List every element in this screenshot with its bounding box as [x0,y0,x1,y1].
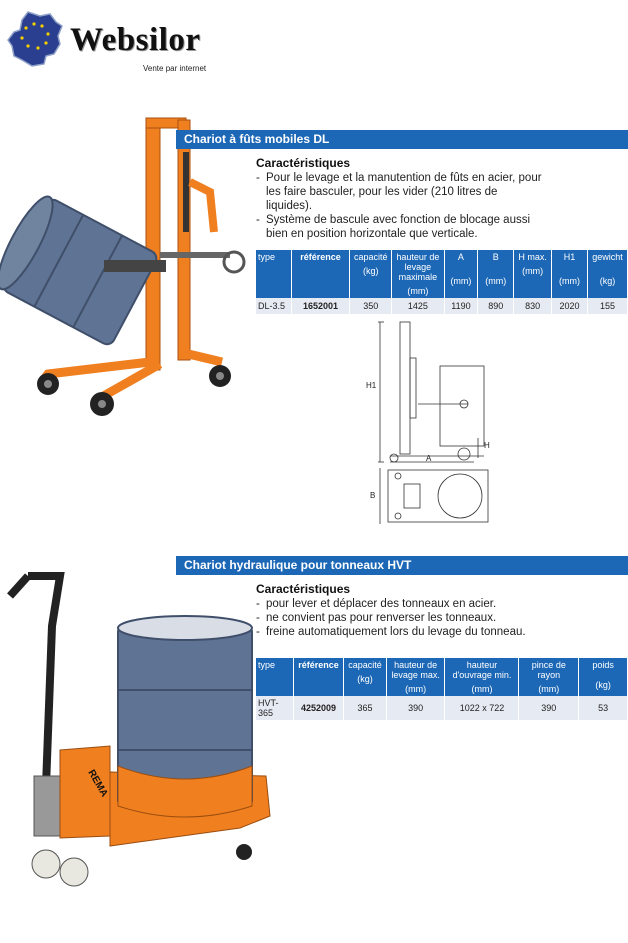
section-title: Chariot hydraulique pour tonneaux HVT [176,556,628,575]
section-title: Chariot à fûts mobiles DL [176,130,628,149]
col-header: référence [293,658,343,696]
col-header: type [256,250,291,298]
table-cell: 4252009 [293,696,343,720]
label-b: B [370,491,376,500]
label-h: H [484,441,490,450]
col-header: A (mm) [444,250,478,298]
features-list [256,597,556,639]
col-header: H1 (mm) [552,250,588,298]
brand-label: REMA [85,768,110,800]
col-header: capacité (kg) [350,250,392,298]
list-item: - Pour le levage et la manutention de fûts en acier, pour les faire basculer, pour les vider (210 litres de liquides). [256,171,546,213]
list-item: - ne convient pas pour renverser les tonneaux. [256,611,556,625]
spec-table [256,250,628,314]
col-header: hauteur d'ouvrage min. (mm) [445,658,519,696]
label-h1: H1 [366,381,377,390]
table-row [256,696,628,720]
list-item: - freine automatiquement lors du levage du tonneau. [256,625,556,639]
table-cell: 390 [519,696,579,720]
table-cell: 1425 [392,298,444,314]
col-header: gewicht (kg) [587,250,627,298]
table-cell: 365 [344,696,387,720]
table-cell: 1652001 [291,298,349,314]
col-header: hauteur de levage max. (mm) [386,658,445,696]
table-row [256,298,628,314]
logo-tagline: Vente par internet [143,64,207,73]
col-header: poids (kg) [579,658,628,696]
table-header-row [256,658,628,696]
logo[interactable] [6,10,216,73]
table-cell: 350 [350,298,392,314]
table-cell: 890 [478,298,514,314]
table-cell: HVT-365 [256,696,293,720]
col-header: B (mm) [478,250,514,298]
col-header: hauteur de levage maximale (mm) [392,250,444,298]
col-header: pince de rayon (mm) [519,658,579,696]
features-heading: Caractéristiques [256,582,351,596]
spec-table [256,658,628,720]
product2-photo [0,566,280,896]
product1-photo [0,112,252,424]
table-header-row [256,250,628,298]
col-header: H max. (mm) [514,250,552,298]
list-item: - Système de bascule avec fonction de blocage aussi bien en position horizontale que verticale. [256,213,546,241]
list-item: - pour lever et déplacer des tonneaux en acier. [256,597,556,611]
france-map-icon [6,10,68,68]
col-header: capacité (kg) [344,658,387,696]
table-cell: DL-3.5 [256,298,291,314]
col-header: référence [291,250,349,298]
logo-wordmark: Websilor [70,22,201,58]
table-cell: 1190 [444,298,478,314]
table-cell: 1022 x 722 [445,696,519,720]
features-heading: Caractéristiques [256,156,351,170]
table-cell: 155 [587,298,627,314]
table-cell: 53 [579,696,628,720]
label-a: A [426,454,432,463]
table-cell: 2020 [552,298,588,314]
table-cell: 830 [514,298,552,314]
col-header: type [256,658,293,696]
table-cell: 390 [386,696,445,720]
features-list [256,171,546,241]
technical-drawing [360,318,495,528]
